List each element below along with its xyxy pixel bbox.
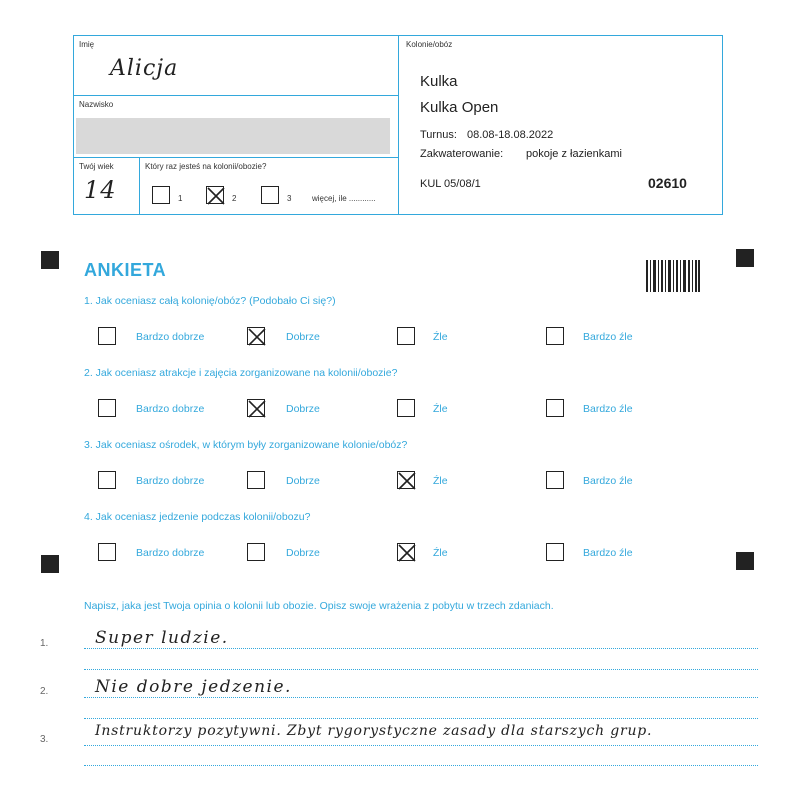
- registration-mark-top-right: [736, 249, 754, 267]
- camper-personal-section: [74, 36, 399, 214]
- checkmark-x-icon: [246, 398, 268, 420]
- registration-mark-bottom-right: [736, 552, 754, 570]
- rating-checkbox-bardzo-źle[interactable]: [546, 471, 564, 489]
- question-text: 1. Jak oceniasz całą kolonię/obóz? (Podobało Ci się?): [84, 295, 336, 307]
- rating-checkbox-źle[interactable]: [397, 471, 415, 489]
- rating-checkbox-bardzo-dobrze[interactable]: [98, 471, 116, 489]
- checkmark-x-icon: [396, 470, 418, 492]
- times-label: Który raz jesteś na kolonii/obozie?: [145, 162, 267, 171]
- rating-checkbox-bardzo-źle[interactable]: [546, 327, 564, 345]
- rating-option-label: Bardzo dobrze: [136, 403, 205, 415]
- name-label: Imię: [79, 40, 95, 49]
- rating-option-label: Dobrze: [286, 331, 320, 343]
- opinion-line-number: 2.: [40, 686, 49, 697]
- camper-info-box: [73, 35, 723, 215]
- rating-checkbox-dobrze[interactable]: [247, 327, 265, 345]
- rating-checkbox-dobrze[interactable]: [247, 543, 265, 561]
- opinion-line-number: 3.: [40, 734, 49, 745]
- answer-line: [84, 718, 758, 719]
- answer-line: [84, 765, 758, 766]
- rating-option-label: Dobrze: [286, 547, 320, 559]
- rating-option-label: Bardzo źle: [583, 547, 633, 559]
- rating-option-label: Bardzo źle: [583, 475, 633, 487]
- question-text: 3. Jak oceniasz ośrodek, w którym były zorganizowane kolonie/obóz?: [84, 439, 408, 451]
- opinion-answer[interactable]: Nie dobre jedzenie.: [95, 677, 292, 697]
- rating-option-label: Dobrze: [286, 403, 320, 415]
- times-field: [140, 158, 398, 214]
- age-value: 14: [84, 176, 117, 204]
- question-text: 4. Jak oceniasz jedzenie podczas kolonii/obozu?: [84, 511, 311, 523]
- rating-option-label: Źle: [433, 331, 448, 343]
- barcode-icon: [646, 260, 700, 292]
- rating-checkbox-źle[interactable]: [397, 327, 415, 345]
- rating-checkbox-bardzo-dobrze[interactable]: [98, 399, 116, 417]
- turnus-value: 08.08-18.08.2022: [467, 129, 554, 141]
- times-option-2-label: 2: [232, 194, 237, 203]
- rating-checkbox-źle[interactable]: [397, 543, 415, 561]
- rating-checkbox-bardzo-dobrze[interactable]: [98, 327, 116, 345]
- rating-option-label: Bardzo dobrze: [136, 331, 205, 343]
- surname-redaction: [76, 118, 390, 154]
- rating-option-label: Źle: [433, 547, 448, 559]
- survey-title: ANKIETA: [84, 260, 167, 280]
- times-option-3-label: 3: [287, 194, 292, 203]
- registration-mark-top-left: [41, 251, 59, 269]
- times-checkbox-2[interactable]: [206, 186, 224, 204]
- rating-option-label: Bardzo dobrze: [136, 475, 205, 487]
- name-field[interactable]: [74, 36, 398, 96]
- times-checkbox-1[interactable]: [152, 186, 170, 204]
- opinion-answer[interactable]: Instruktorzy pozytywni. Zbyt rygorystyczne zasady dla starszych grup.: [95, 723, 653, 739]
- rating-checkbox-bardzo-dobrze[interactable]: [98, 543, 116, 561]
- times-more-label: więcej, ile ............: [312, 194, 376, 203]
- checkmark-x-icon: [396, 542, 418, 564]
- age-field[interactable]: [74, 158, 140, 214]
- camp-label: Kolonie/obóz: [406, 40, 453, 49]
- checkmark-x-icon: [205, 185, 227, 207]
- age-label: Twój wiek: [79, 162, 114, 171]
- registration-mark-bottom-left: [41, 555, 59, 573]
- surname-field[interactable]: [74, 96, 398, 158]
- rating-checkbox-bardzo-źle[interactable]: [546, 543, 564, 561]
- camp-code: KUL 05/08/1: [420, 178, 481, 190]
- checkmark-x-icon: [246, 326, 268, 348]
- surname-label: Nazwisko: [79, 100, 114, 109]
- times-checkbox-3[interactable]: [261, 186, 279, 204]
- rating-option-label: Bardzo dobrze: [136, 547, 205, 559]
- rating-checkbox-bardzo-źle[interactable]: [546, 399, 564, 417]
- name-value: Alicja: [110, 56, 179, 81]
- accommodation-label: Zakwaterowanie:: [420, 148, 504, 160]
- rating-option-label: Bardzo źle: [583, 403, 633, 415]
- form-number: 02610: [648, 175, 687, 191]
- answer-line: [84, 669, 758, 670]
- rating-option-label: Źle: [433, 403, 448, 415]
- question-text: 2. Jak oceniasz atrakcje i zajęcia zorganizowane na kolonii/obozie?: [84, 367, 398, 379]
- accommodation-value: pokoje z łazienkami: [526, 148, 622, 160]
- camp-subname: Kulka Open: [420, 99, 499, 116]
- times-option-1-label: 1: [178, 194, 183, 203]
- rating-checkbox-dobrze[interactable]: [247, 471, 265, 489]
- answer-line: [84, 648, 758, 649]
- opinion-answer[interactable]: Super ludzie.: [95, 628, 229, 648]
- rating-option-label: Źle: [433, 475, 448, 487]
- rating-option-label: Bardzo źle: [583, 331, 633, 343]
- camp-name: Kulka: [420, 73, 458, 90]
- answer-line: [84, 697, 758, 698]
- rating-option-label: Dobrze: [286, 475, 320, 487]
- opinion-line-number: 1.: [40, 638, 49, 649]
- rating-checkbox-dobrze[interactable]: [247, 399, 265, 417]
- answer-line: [84, 745, 758, 746]
- rating-checkbox-źle[interactable]: [397, 399, 415, 417]
- turnus-label: Turnus:: [420, 129, 457, 141]
- opinion-prompt: Napisz, jaka jest Twoja opinia o kolonii lub obozie. Opisz swoje wrażenia z pobytu w trzech zdaniach.: [84, 600, 554, 612]
